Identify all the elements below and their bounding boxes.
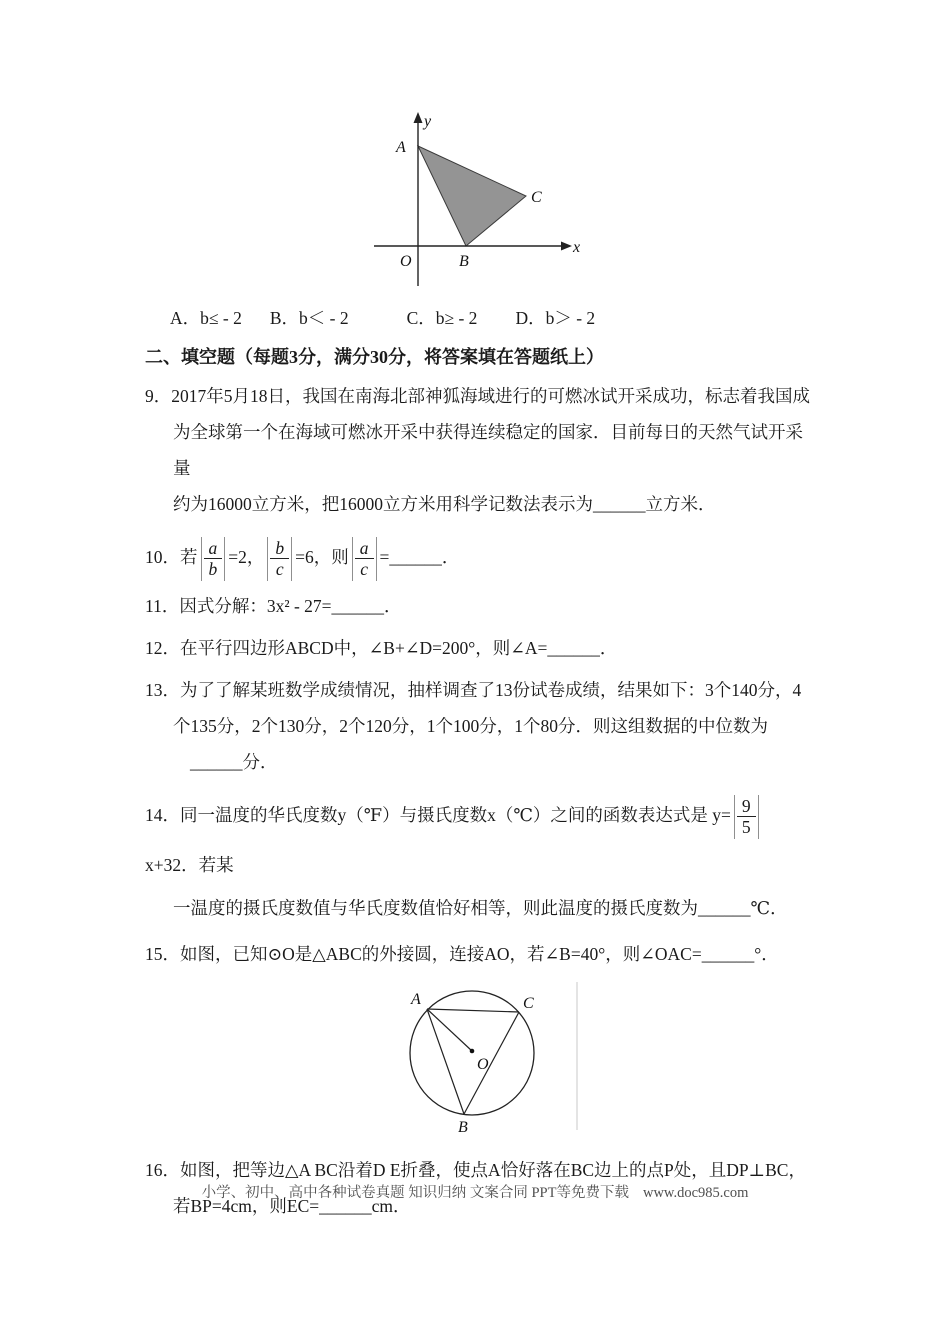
fraction-numerator: a <box>355 539 374 559</box>
question-13 <box>145 672 815 780</box>
q9-line2: 为全球第一个在海域可燃冰开采中获得连续稳定的国家．目前每日的天然气试开采量 <box>173 422 803 478</box>
figure-coordinate-triangle <box>0 110 950 294</box>
point-label-a: A <box>411 991 421 1008</box>
question-9 <box>145 378 815 522</box>
question-12 <box>145 630 815 666</box>
question-14 <box>145 790 815 926</box>
q10-line <box>145 532 815 582</box>
point-label-a: A <box>396 139 406 156</box>
q13-line1: 13．为了了解某班数学成绩情况，抽样调查了13份试卷成绩，结果如下：3个140分，4 <box>145 680 802 700</box>
page-footer <box>0 1183 950 1203</box>
q14-line2: 一温度的摄氏度数值与华氏度数值恰好相等，则此温度的摄氏度数为______℃． <box>173 898 788 918</box>
origin-label-o: O <box>400 253 412 270</box>
figure-circumcircle <box>0 980 950 1136</box>
fraction-denominator: 5 <box>741 817 751 838</box>
footer-text: 小学、初中、高中各种试卷真题 知识归纳 文案合同 PPT等免费下载 <box>201 1185 629 1201</box>
fraction-numerator: a <box>204 539 223 559</box>
option-c: C．b≥ - 2 <box>406 308 478 328</box>
q10-mid1: =2， <box>228 547 265 567</box>
q14-prefix: 14．同一温度的华氏度数y（℉）与摄氏度数x（℃）之间的函数表达式是 y= <box>145 805 731 825</box>
q15-line: 15．如图，已知⊙O是△ABC的外接圆，连接AO，若∠B=40°，则∠OAC=______°． <box>145 944 779 964</box>
segment-ao <box>427 1009 472 1051</box>
shaded-triangle <box>418 146 526 246</box>
q9-line3: 约为16000立方米，把16000立方米用科学记数法表示为______立方米． <box>173 494 716 514</box>
q13-line2: 个135分，2个130分，2个120分，1个100分，1个80分．则这组数据的中位数为 <box>173 716 768 736</box>
fraction-a-over-b <box>201 537 226 581</box>
fraction-9-over-5 <box>734 795 759 839</box>
option-b: B．b＜ - 2 <box>269 308 349 328</box>
question-10 <box>145 532 815 582</box>
q10-suffix: =______． <box>379 547 460 567</box>
option-d: D．b＞ - 2 <box>515 308 596 328</box>
y-axis-arrow-icon <box>414 112 423 123</box>
point-label-c: C <box>523 995 534 1012</box>
q14-suffix: x+32．若某 <box>145 855 234 875</box>
chord-ac <box>427 1009 519 1012</box>
chord-cb <box>464 1012 519 1114</box>
q14-line1 <box>145 790 815 890</box>
q16-line1: 16．如图，把等边△A BC沿着D E折叠，使点A恰好落在BC边上的点P处，且DP⊥BC， <box>145 1160 806 1180</box>
q13-line3: ______分． <box>190 752 278 772</box>
point-label-b: B <box>458 1119 468 1136</box>
center-dot <box>470 1049 475 1054</box>
q11-line: 11．因式分解：3x² - 27=______． <box>145 596 402 616</box>
fraction-a-over-c <box>352 537 377 581</box>
q12-line: 12．在平行四边形ABCD中，∠B+∠D=200°，则∠A=______． <box>145 638 618 658</box>
option-a: A．b≤ - 2 <box>170 308 242 328</box>
q9-line1: 9．2017年5月18日，我国在南海北部神狐海域进行的可燃冰试开采成功，标志着我国成 <box>145 386 810 406</box>
coordinate-plane-figure <box>360 110 590 294</box>
point-label-b: B <box>459 253 469 270</box>
fraction-denominator: b <box>208 559 218 580</box>
q10-mid2: =6，则 <box>295 547 349 567</box>
footer-url: www.doc985.com <box>642 1185 749 1201</box>
circumcircle-figure <box>369 980 581 1136</box>
fraction-numerator: b <box>270 539 289 559</box>
axis-label-x: x <box>573 239 581 256</box>
point-label-c: C <box>531 189 542 206</box>
section-title: 二、填空题（每题3分，满分30分，将答案填在答题纸上） <box>145 347 604 367</box>
center-label-o: O <box>477 1056 489 1073</box>
fraction-denominator: c <box>275 559 284 580</box>
page-content <box>0 306 950 972</box>
chord-ab <box>427 1009 464 1114</box>
fraction-b-over-c <box>267 537 292 581</box>
question-15 <box>145 936 815 972</box>
q16-line2: 若BP=4cm，则EC=______cm． <box>173 1196 411 1216</box>
axis-label-y: y <box>424 113 432 130</box>
x-axis-arrow-icon <box>561 242 572 251</box>
q10-prefix: 10．若 <box>145 547 198 567</box>
fraction-numerator: 9 <box>737 797 756 817</box>
fraction-denominator: c <box>360 559 369 580</box>
q8-options-row <box>145 306 815 330</box>
question-11 <box>145 588 815 624</box>
